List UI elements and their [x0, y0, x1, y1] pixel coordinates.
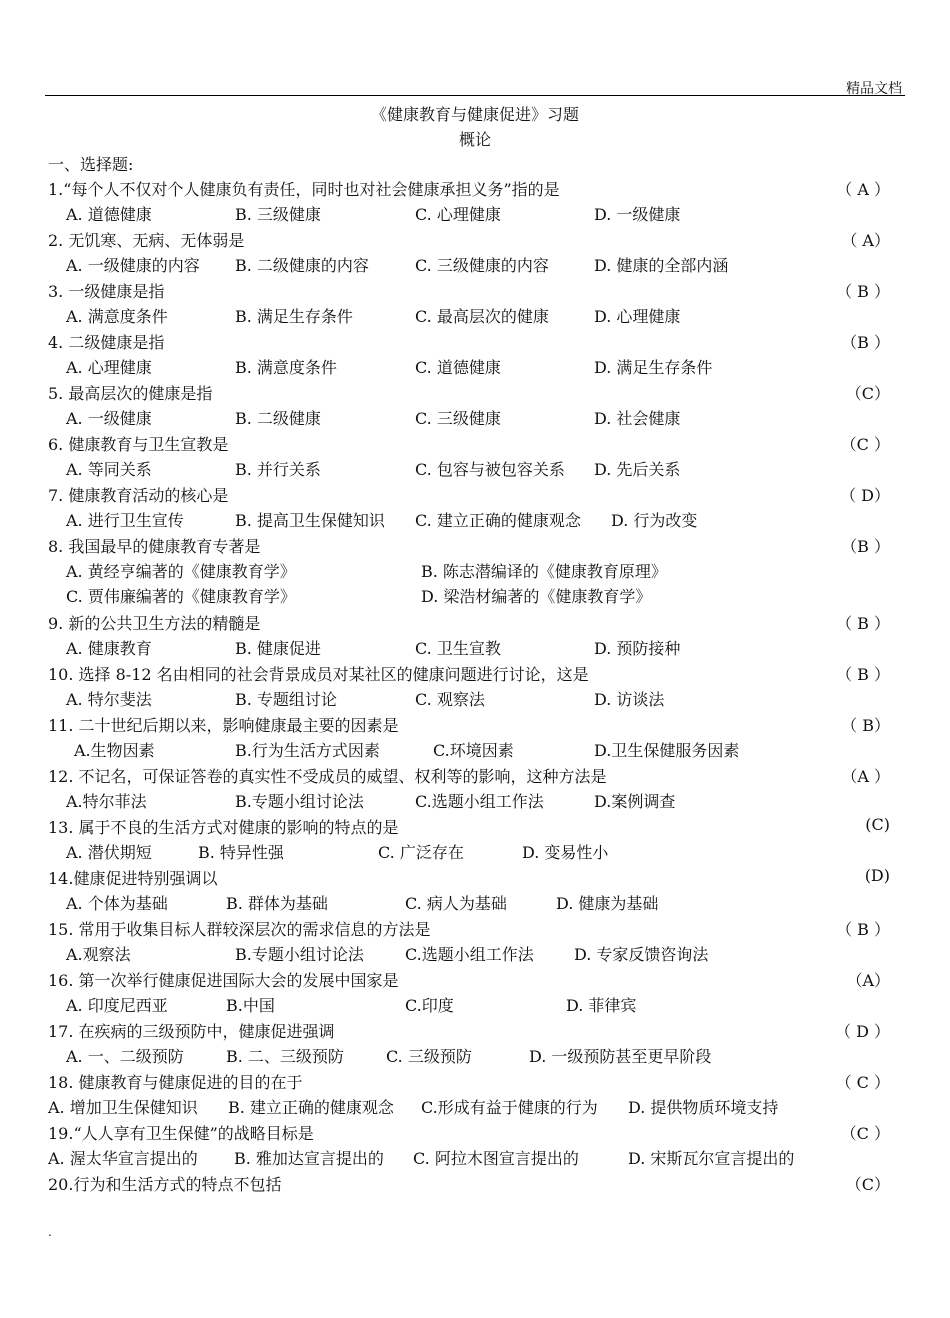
question-8: [48, 534, 890, 558]
answer-key: （B ）: [841, 333, 890, 352]
options-row: [48, 508, 890, 532]
options-row: [48, 1044, 890, 1068]
option: A. 黄经亨编著的《健康教育学》: [66, 562, 296, 581]
option: C. 病人为基础: [405, 894, 507, 913]
question-6: [48, 432, 890, 456]
option: B. 陈志潜编译的《健康教育原理》: [421, 562, 667, 581]
question-text: 1.“每个人不仅对个人健康负有责任，同时也对社会健康承担义务”指的是: [48, 180, 560, 199]
question-4: [48, 330, 890, 354]
answer-key: （C ）: [840, 1124, 890, 1143]
answer-key: （ D ）: [834, 1022, 890, 1041]
option: D. 行为改变: [611, 511, 698, 530]
option: B. 满意度条件: [235, 358, 337, 377]
option: D. 社会健康: [594, 409, 681, 428]
question-17: [48, 1019, 890, 1043]
question-20: [48, 1172, 890, 1196]
question-text: 9. 新的公共卫生方法的精髓是: [48, 614, 261, 633]
option: A. 一、二级预防: [66, 1047, 184, 1066]
option: C. 贾伟廉编著的《健康教育学》: [66, 587, 296, 606]
answer-key: (C): [865, 815, 890, 834]
option: B. 特异性强: [198, 843, 284, 862]
question-text: 17. 在疾病的三级预防中，健康促进强调: [48, 1022, 335, 1041]
option: D. 满足生存条件: [594, 358, 713, 377]
option: A. 一级健康: [66, 409, 152, 428]
option: A.观察法: [66, 945, 131, 964]
question-text: 20.行为和生活方式的特点不包括: [48, 1175, 282, 1194]
option: C. 道德健康: [415, 358, 501, 377]
option: C.环境因素: [433, 741, 514, 760]
question-text: 12. 不记名，可保证答卷的真实性不受成员的威望、权利等的影响，这种方法是: [48, 767, 607, 786]
answer-key: （C ）: [840, 435, 890, 454]
option: C. 三级预防: [386, 1047, 472, 1066]
option: A. 印度尼西亚: [66, 996, 168, 1015]
question-10: [48, 662, 890, 686]
options-row: [48, 253, 890, 277]
option: B. 三级健康: [235, 205, 321, 224]
answer-key: （ A ）: [836, 180, 890, 199]
question-text: 8. 我国最早的健康教育专著是: [48, 537, 261, 556]
question-text: 10. 选择 8-12 名由相同的社会背景成员对某社区的健康问题进行讨论，这是: [48, 665, 589, 684]
answer-key: （ A）: [841, 231, 890, 250]
question-2: [48, 228, 890, 252]
header-rule: [45, 95, 905, 96]
answer-key: （ C ）: [835, 1073, 890, 1092]
option: D. 宋斯瓦尔宣言提出的: [628, 1149, 795, 1168]
option: A.特尔菲法: [66, 792, 147, 811]
option: D.卫生保健服务因素: [594, 741, 740, 760]
option: C. 建立正确的健康观念: [415, 511, 581, 530]
answer-key: （C）: [845, 1175, 890, 1194]
option: B. 建立正确的健康观念: [228, 1098, 394, 1117]
options-row: [48, 636, 890, 660]
option: C. 包容与被包容关系: [415, 460, 565, 479]
option: B. 群体为基础: [226, 894, 328, 913]
option: B. 雅加达宣言提出的: [234, 1149, 384, 1168]
options-row: [48, 891, 890, 915]
footer-dot: .: [48, 1225, 52, 1239]
option: D. 一级健康: [594, 205, 681, 224]
option: A. 满意度条件: [66, 307, 168, 326]
doc-subtitle: 概论: [458, 130, 491, 149]
question-9: [48, 611, 890, 635]
option: D. 先后关系: [594, 460, 681, 479]
answer-key: （ D）: [840, 486, 890, 505]
options-row: [48, 687, 890, 711]
question-11: [48, 713, 890, 737]
option: B.中国: [226, 996, 275, 1015]
option: C. 最高层次的健康: [415, 307, 549, 326]
question-text: 2. 无饥寒、无病、无体弱是: [48, 231, 245, 250]
option: B. 并行关系: [235, 460, 321, 479]
answer-key: （C）: [845, 384, 890, 403]
option: A. 增加卫生保健知识: [48, 1098, 198, 1117]
option: C.形成有益于健康的行为: [421, 1098, 598, 1117]
option: B. 健康促进: [235, 639, 321, 658]
option: B.行为生活方式因素: [235, 741, 380, 760]
question-text: 19.“人人享有卫生保健”的战略目标是: [48, 1124, 314, 1143]
answer-key: （ B）: [841, 716, 890, 735]
options-row: [48, 406, 890, 430]
option: D. 梁浩材编著的《健康教育学》: [421, 587, 652, 606]
option: D. 访谈法: [594, 690, 665, 709]
option: A. 一级健康的内容: [66, 256, 200, 275]
options-row: [48, 202, 890, 226]
question-text: 16. 第一次举行健康促进国际大会的发展中国家是: [48, 971, 399, 990]
option: A. 心理健康: [66, 358, 152, 377]
question-3: [48, 279, 890, 303]
question-text: 13. 属于不良的生活方式对健康的影响的特点的是: [48, 818, 399, 837]
option: A. 进行卫生宣传: [66, 511, 184, 530]
option: C.选题小组工作法: [415, 792, 544, 811]
option: C.印度: [405, 996, 454, 1015]
option: B. 二级健康: [235, 409, 321, 428]
question-18: [48, 1070, 890, 1094]
option: A. 特尔斐法: [66, 690, 152, 709]
option: D. 专家反馈咨询法: [574, 945, 709, 964]
option: A. 潜伏期短: [66, 843, 152, 862]
option: D. 健康为基础: [556, 894, 659, 913]
option: C. 卫生宣教: [415, 639, 501, 658]
question-text: 11. 二十世纪后期以来，影响健康最主要的因素是: [48, 716, 399, 735]
question-text: 4. 二级健康是指: [48, 333, 165, 352]
answer-key: （A ）: [841, 767, 890, 786]
question-text: 7. 健康教育活动的核心是: [48, 486, 229, 505]
options-row: [48, 840, 890, 864]
option: D. 一级预防甚至更早阶段: [529, 1047, 712, 1066]
option: B. 二、三级预防: [226, 1047, 344, 1066]
question-16: [48, 968, 890, 992]
answer-key: (D): [864, 866, 890, 885]
section-heading: 一、选择题:: [48, 155, 134, 174]
options-row: [48, 1095, 890, 1119]
option: B.专题小组讨论法: [235, 792, 364, 811]
option: A. 渥太华宣言提出的: [48, 1149, 198, 1168]
answer-key: （ B ）: [836, 282, 890, 301]
option: D. 提供物质环境支持: [628, 1098, 779, 1117]
option: A.生物因素: [74, 741, 155, 760]
option: C. 阿拉木图宣言提出的: [413, 1149, 579, 1168]
question-19: [48, 1121, 890, 1145]
answer-key: （ B ）: [836, 920, 890, 939]
question-text: 6. 健康教育与卫生宣教是: [48, 435, 229, 454]
option: B. 二级健康的内容: [235, 256, 369, 275]
option: C.选题小组工作法: [405, 945, 534, 964]
question-1: [48, 177, 890, 201]
question-text: 14.健康促进特别强调以: [48, 869, 218, 888]
question-5: [48, 381, 890, 405]
answer-key: （A）: [846, 971, 890, 990]
options-row: [48, 457, 890, 481]
option: C. 观察法: [415, 690, 485, 709]
options-row: [48, 942, 890, 966]
option: A. 健康教育: [66, 639, 152, 658]
option: C. 心理健康: [415, 205, 501, 224]
option: C. 广泛存在: [378, 843, 464, 862]
options-row: [48, 993, 890, 1017]
options-row: [48, 738, 890, 762]
option: A. 个体为基础: [66, 894, 168, 913]
question-14: [48, 866, 890, 890]
question-text: 18. 健康教育与健康促进的目的在于: [48, 1073, 303, 1092]
option: D. 预防接种: [594, 639, 681, 658]
answer-key: （ B ）: [836, 665, 890, 684]
option: B.专题小组讨论法: [235, 945, 364, 964]
option: C. 三级健康的内容: [415, 256, 549, 275]
question-text: 15. 常用于收集目标人群较深层次的需求信息的方法是: [48, 920, 431, 939]
options-row: [48, 1146, 890, 1170]
option: D. 心理健康: [594, 307, 681, 326]
question-7: [48, 483, 890, 507]
answer-key: （B ）: [841, 537, 890, 556]
option: D.案例调查: [594, 792, 676, 811]
option: B. 专题组讨论: [235, 690, 337, 709]
question-12: [48, 764, 890, 788]
question-text: 5. 最高层次的健康是指: [48, 384, 213, 403]
question-13: [48, 815, 890, 839]
option: D. 变易性小: [522, 843, 609, 862]
question-text: 3. 一级健康是指: [48, 282, 165, 301]
question-15: [48, 917, 890, 941]
option: B. 提高卫生保健知识: [235, 511, 385, 530]
option: A. 等同关系: [66, 460, 152, 479]
option: B. 满足生存条件: [235, 307, 353, 326]
option: C. 三级健康: [415, 409, 501, 428]
options-row: [48, 304, 890, 328]
options-row: [48, 355, 890, 379]
answer-key: （ B ）: [836, 614, 890, 633]
doc-title: 《健康教育与健康促进》习题: [370, 105, 579, 124]
option: D. 菲律宾: [566, 996, 637, 1015]
option: A. 道德健康: [66, 205, 152, 224]
options-row: [48, 789, 890, 813]
header-label: 精品文档: [846, 81, 902, 97]
option: D. 健康的全部内涵: [594, 256, 729, 275]
